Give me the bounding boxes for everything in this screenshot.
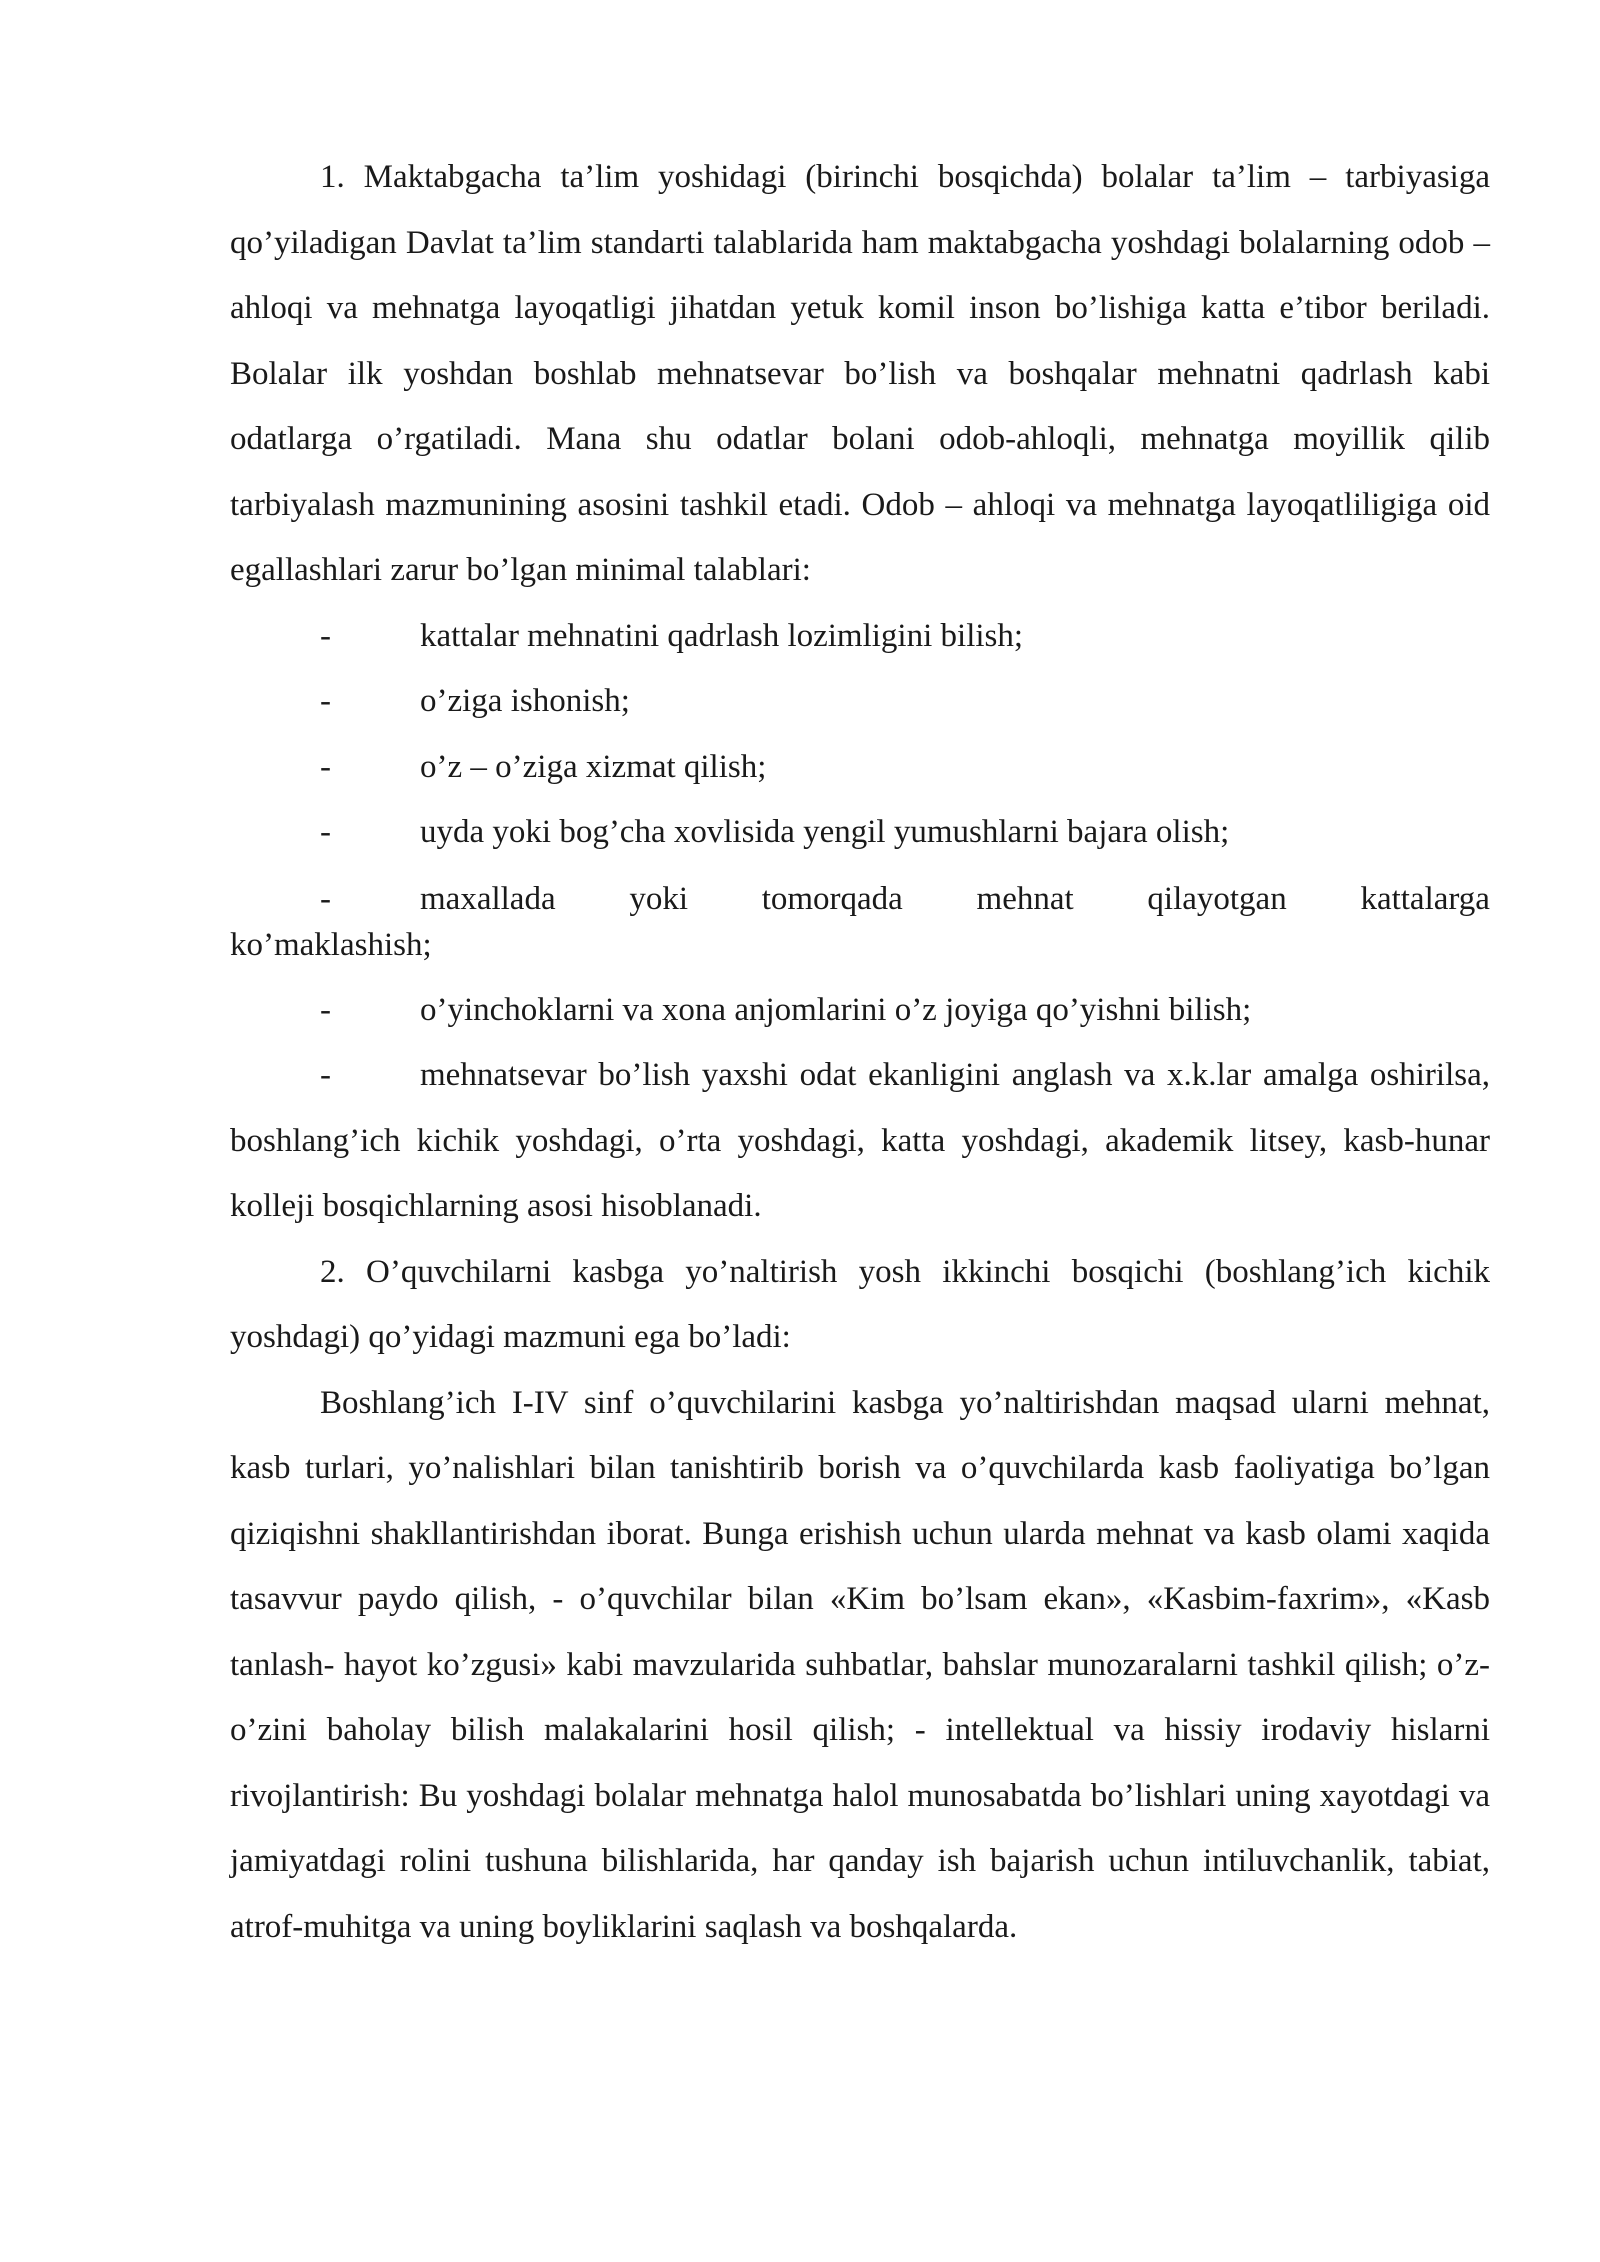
list-dash: - bbox=[320, 1057, 331, 1093]
list-word: kattalarga bbox=[1360, 880, 1490, 917]
list-dash: - bbox=[320, 814, 331, 850]
list-item-text: mehnatsevar bo’lish yaxshi odat ekanligini anglash va x.k.lar amalga oshirilsa, boshlang’ich kichik yoshdagi, o’rta yoshdagi, katta yoshdagi, akademik litsey, kasb-hunar kolleji bosqichlarning asosi hisoblanadi. bbox=[230, 1057, 1490, 1224]
list-item bbox=[230, 978, 1490, 1044]
list-item-last bbox=[230, 1043, 1490, 1240]
list-item bbox=[230, 604, 1490, 670]
paragraph-2: 2. O’quvchilarni kasbga yo’naltirish yosh ikkinchi bosqichi (boshlang’ich kichik yoshdagi) qo’yidagi mazmuni ega bo’ladi: bbox=[230, 1253, 1490, 1355]
requirements-list bbox=[230, 604, 1490, 1240]
list-item-text: o’ziga ishonish; bbox=[420, 683, 630, 719]
paragraph-3: Boshlang’ich I-IV sinf o’quvchilarini kasbga yo’naltirishdan maqsad ularni mehnat, kasb turlari, yo’nalishlari bilan tanishtirib borish va o’quvchilarda kasb faoliyatiga bo’lgan qiziqishni shakllantirishdan iborat. Bunga erishish uchun ularda mehnat va kasb olami xaqida tasavvur paydo qilish, - o’quvchilar bilan «Kim bo’lsam ekan», «Kasbim-faxrim», «Kasb tanlash- hayot ko’zgusi» kabi mavzularida suhbatlar, bahslar munozaralarni tashkil qilish; o’z-o’zini baholay bilish malakalarini hosil qilish; - intellektual va hissiy irodaviy hislarni rivojlantirish: Bu yoshdagi bolalar mehnatga halol munosabatda bo’lishlari uning xayotdagi va jamiyatdagi rolini tushuna bilishlarida, har qanday ish bajarish uchun intiluvchanlik, tabiat, atrof-muhitga va uning boyliklarini saqlash va boshqalarda. bbox=[230, 1384, 1490, 1945]
list-dash: - bbox=[320, 991, 331, 1028]
list-item-text: uyda yoki bog’cha xovlisida yengil yumushlarni bajara olish; bbox=[420, 814, 1230, 850]
list-word: mehnat bbox=[976, 880, 1074, 917]
list-dash: - bbox=[320, 617, 331, 654]
list-item-first-line bbox=[230, 876, 1490, 922]
list-dash: - bbox=[320, 748, 331, 785]
list-item bbox=[230, 735, 1490, 801]
list-item-words bbox=[420, 876, 1490, 922]
list-dash: - bbox=[320, 683, 331, 719]
list-word: maxallada bbox=[420, 880, 556, 917]
paragraph-1: 1. Maktabgacha ta’lim yoshidagi (birinchi bosqichda) bolalar ta’lim – tarbiyasiga qo’yiladigan Davlat ta’lim standarti talablarida ham maktabgacha yoshdagi bolalarning odob – ahloqi va mehnatga layoqatligi jihatdan yetuk komil inson bo’lishiga katta e’tibor beriladi. Bolalar ilk yoshdan boshlab mehnatsevar bo’lish va boshqalar mehnatni qadrlash kabi odatlarga o’rgatiladi. Mana shu odatlar bolani odob-ahloqli, mehnatga moyillik qilib tarbiyalash mazmunining asosini tashkil etadi. Odob – ahloqi va mehnatga layoqatliligiga oid egallashlari zarur bo’lgan minimal talablari: bbox=[230, 159, 1490, 588]
list-item bbox=[230, 800, 1490, 866]
list-item-text: o’z – o’ziga xizmat qilish; bbox=[420, 748, 767, 785]
document-page bbox=[230, 145, 1490, 1960]
list-item-continuation: ko’maklashish; bbox=[230, 926, 432, 963]
list-item-text: o’yinchoklarni va xona anjomlarini o’z joyiga qo’yishni bilish; bbox=[420, 991, 1252, 1028]
list-item-text: kattalar mehnatini qadrlash lozimligini bilish; bbox=[420, 617, 1024, 654]
list-word: yoki bbox=[629, 880, 688, 917]
list-word: tomorqada bbox=[761, 880, 903, 917]
list-item bbox=[230, 669, 1490, 735]
list-item bbox=[230, 866, 1490, 978]
list-word: qilayotgan bbox=[1147, 880, 1287, 917]
list-dash: - bbox=[320, 880, 331, 917]
